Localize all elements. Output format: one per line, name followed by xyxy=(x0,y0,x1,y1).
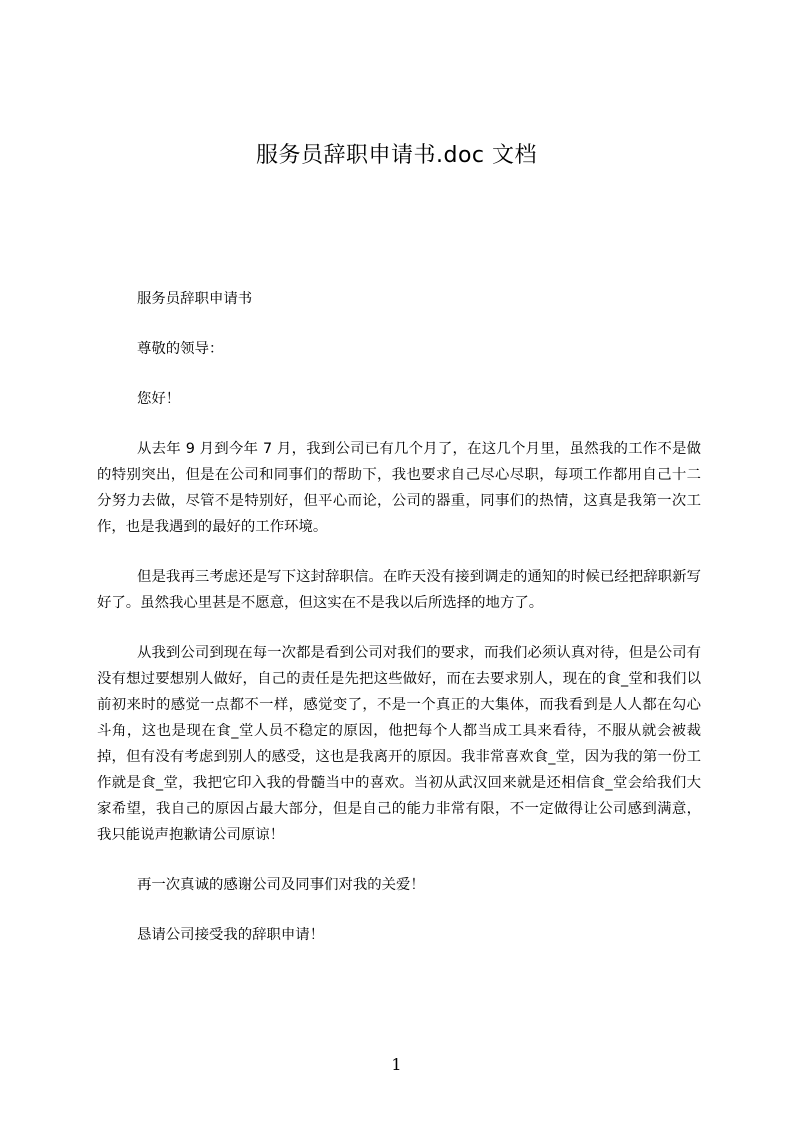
greeting: 您好！ xyxy=(137,391,181,407)
salutation: 尊敬的领导： xyxy=(137,341,224,357)
body-paragraph: 从去年 9 月到今年 7 月，我到公司已有几个月了，在这几个月里，虽然我的工作不是做的特别突出，但是在公司和同事们的帮助下，我也要求自己尽心尽职，每项工作都用自己十二分努力去做，尽管不是特别好，但平心而论，公司的器重，同事们的热情，这真是我第一次工作，也是我遇到的最好的工作环境。 xyxy=(97,441,701,535)
body-heading: 服务员辞职申请书 xyxy=(137,291,253,307)
body-paragraph: 从我到公司到现在每一次都是看到公司对我们的要求，而我们必须认真对待，但是公司有没有想过要想别人做好，自己的责任是先把这些做好，而在去要求别人，现在的食_堂和我们以前初来时的感觉一点都不一样，感觉变了，不是一个真正的大集体，而我看到是人人都在勾心斗角，这也是现在食_堂人员不稳定的原因，他把每个人都当成工具来看待，不服从就会被裁掉，但有没有考虑到别人的感受，这也是我离开的原因。我非常喜欢食_堂，因为我的第一份工作就是食_堂，我把它印入我的骨髓当中的喜欢。当初从武汉回来就是还相信食_堂会给我们大家希望，我自己的原因占最大部分，但是自己的能力非常有限，不一定做得让公司感到满意，我只能说声抱歉请公司原谅！ xyxy=(97,645,701,843)
document-body xyxy=(97,286,701,972)
document-title: 服务员辞职申请书.doc 文档 xyxy=(255,143,537,168)
closing-thanks: 再一次真诚的感谢公司及同事们对我的关爱！ xyxy=(137,877,425,893)
closing-request: 恳请公司接受我的辞职申请！ xyxy=(137,927,325,943)
body-paragraph: 但是我再三考虑还是写下这封辞职信。在昨天没有接到调走的通知的时候已经把辞职新写好了。虽然我心里甚是不愿意，但这实在不是我以后所选择的地方了。 xyxy=(97,569,701,611)
page-number: 1 xyxy=(391,1055,402,1074)
